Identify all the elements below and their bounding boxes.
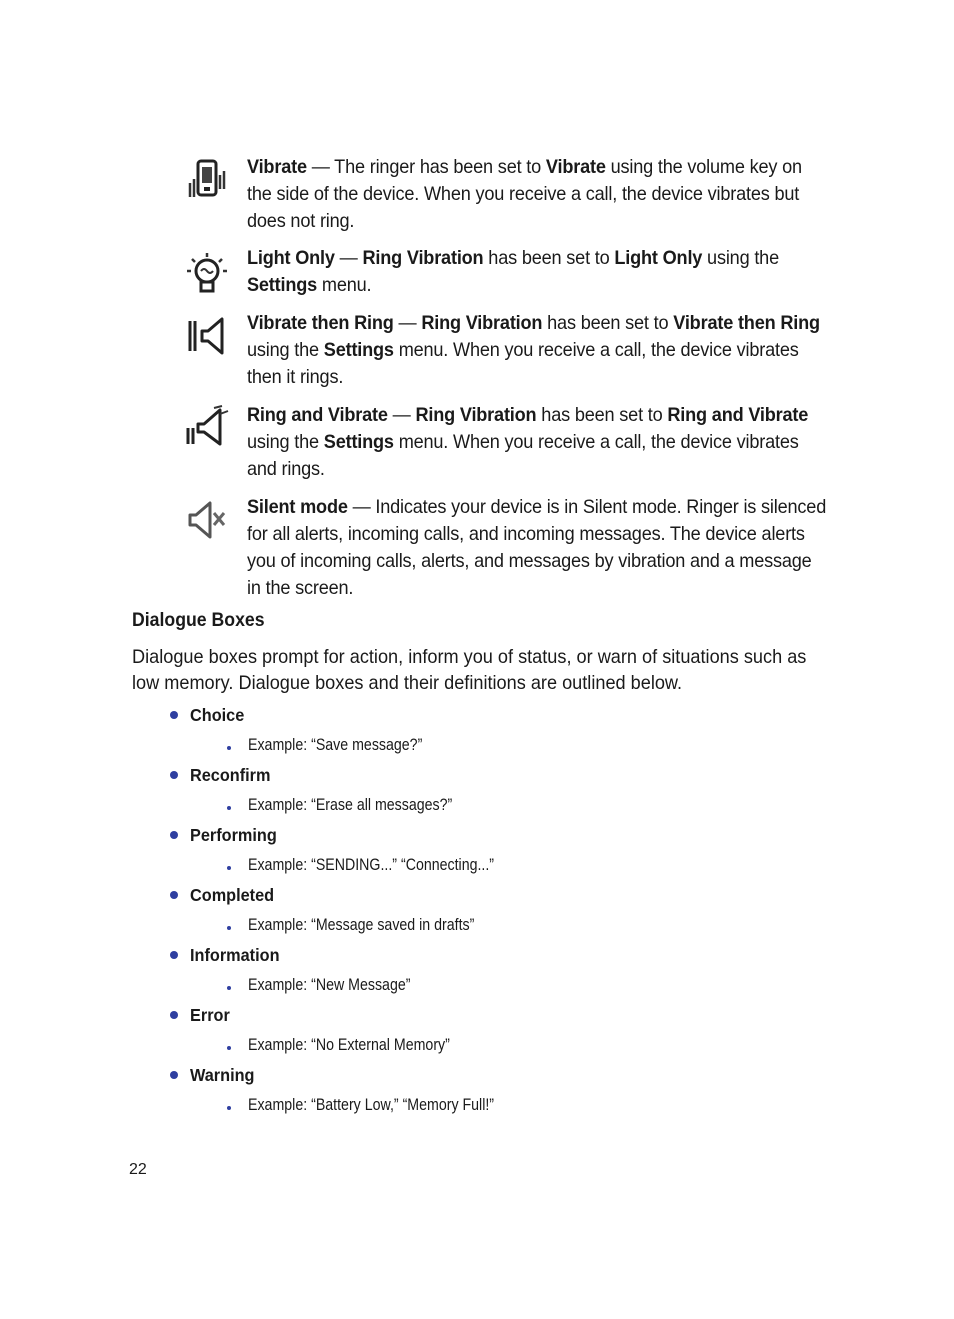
sub-bullet-icon — [227, 986, 231, 990]
dialogue-type-label: Choice — [190, 705, 245, 725]
description-text: menu. When you receive a call, the device vibrates then it rings. — [247, 339, 799, 388]
dialogue-type-example: Example: “Message saved in drafts” — [248, 916, 475, 934]
sub-bullet-icon — [227, 1046, 231, 1050]
list-item — [0, 1003, 954, 1063]
dialogue-type-example: Example: “No External Memory” — [248, 1036, 450, 1054]
dialogue-type-label: Performing — [190, 825, 277, 845]
bold-term: Silent mode — [247, 496, 348, 518]
description-text: — — [334, 247, 363, 269]
bold-term: Ring and Vibrate — [667, 404, 809, 426]
sub-bullet-icon — [227, 866, 231, 870]
description-text: menu. — [317, 274, 372, 296]
bullet-icon — [170, 831, 178, 839]
light-only-icon — [184, 251, 230, 297]
silent-mode-icon — [184, 497, 230, 543]
vibrate-then-ring-icon — [184, 313, 230, 359]
ring-and-vibrate-description — [247, 402, 827, 483]
bold-term: Ring Vibration — [421, 312, 543, 334]
bullet-icon — [170, 771, 178, 779]
dialogue-type-label: Error — [190, 1005, 230, 1025]
description-text: menu. When you receive a call, the device vibrates and rings. — [247, 431, 799, 480]
bullet-icon — [170, 891, 178, 899]
sub-bullet-icon — [227, 806, 231, 810]
page-number: 22 — [129, 1161, 147, 1178]
list-item — [0, 1063, 954, 1123]
bold-term: Vibrate then Ring — [673, 312, 820, 334]
bold-term: Ring and Vibrate — [247, 404, 388, 426]
bold-term: Ring Vibration — [415, 404, 537, 426]
bold-term: Vibrate — [247, 156, 307, 178]
dialogue-type-example: Example: “SENDING...” “Connecting...” — [248, 856, 495, 874]
vibrate-description — [247, 154, 827, 235]
bold-term: Settings — [323, 339, 394, 361]
description-text: — — [393, 312, 422, 334]
sub-bullet-icon — [227, 746, 231, 750]
bullet-icon — [170, 711, 178, 719]
description-text: using the — [702, 247, 779, 269]
dialogue-type-example: Example: “New Message” — [248, 976, 411, 994]
bullet-icon — [170, 1011, 178, 1019]
dialogue-type-label: Warning — [190, 1065, 255, 1085]
section-intro: Dialogue boxes prompt for action, inform you of status, or warn of situations such as low memory. Dialogue boxes and their definitions are outlined below. — [132, 646, 807, 694]
bold-term: Ring Vibration — [362, 247, 484, 269]
light-only-description — [247, 245, 827, 299]
dialogue-type-label: Completed — [190, 885, 275, 905]
dialogue-type-label: Information — [190, 945, 280, 965]
description-text: using the — [247, 339, 324, 361]
silent-mode-description — [247, 494, 827, 602]
sub-bullet-icon — [227, 926, 231, 930]
description-text: using the volume key on the side of the device. When you receive a call, the device vibrates but does not ring. — [247, 156, 802, 232]
bold-term: Settings — [247, 274, 318, 296]
description-text: — The ringer has been set to — [306, 156, 546, 178]
list-item — [0, 763, 954, 823]
bold-term: Vibrate then Ring — [247, 312, 394, 334]
dialogue-type-example: Example: “Save message?” — [248, 736, 423, 754]
description-text: has been set to — [542, 312, 674, 334]
vibrate-icon — [184, 157, 230, 203]
dialogue-type-example: Example: “Erase all messages?” — [248, 796, 453, 814]
list-item — [0, 823, 954, 883]
bold-term: Light Only — [614, 247, 703, 269]
description-text: — Indicates your device is in Silent mode. Ringer is silenced for all alerts, incoming calls, and incoming messages. The device alerts you of incoming calls, alerts, and messages by vibration and a message in the screen. — [247, 496, 827, 599]
list-item — [0, 943, 954, 1003]
bullet-icon — [170, 951, 178, 959]
dialogue-type-label: Reconfirm — [190, 765, 271, 785]
bold-term: Settings — [323, 431, 394, 453]
bold-term: Light Only — [247, 247, 335, 269]
dialogue-type-example: Example: “Battery Low,” “Memory Full!” — [248, 1096, 495, 1114]
vibrate-then-ring-description — [247, 310, 827, 391]
section-heading: Dialogue Boxes — [132, 610, 265, 631]
list-item — [0, 703, 954, 763]
description-text: — — [387, 404, 416, 426]
bold-term: Vibrate — [545, 156, 606, 178]
ring-and-vibrate-icon — [184, 404, 230, 450]
description-text: has been set to — [483, 247, 615, 269]
list-item — [0, 883, 954, 943]
sub-bullet-icon — [227, 1106, 231, 1110]
bullet-icon — [170, 1071, 178, 1079]
description-text: has been set to — [536, 404, 668, 426]
description-text: using the — [247, 431, 324, 453]
